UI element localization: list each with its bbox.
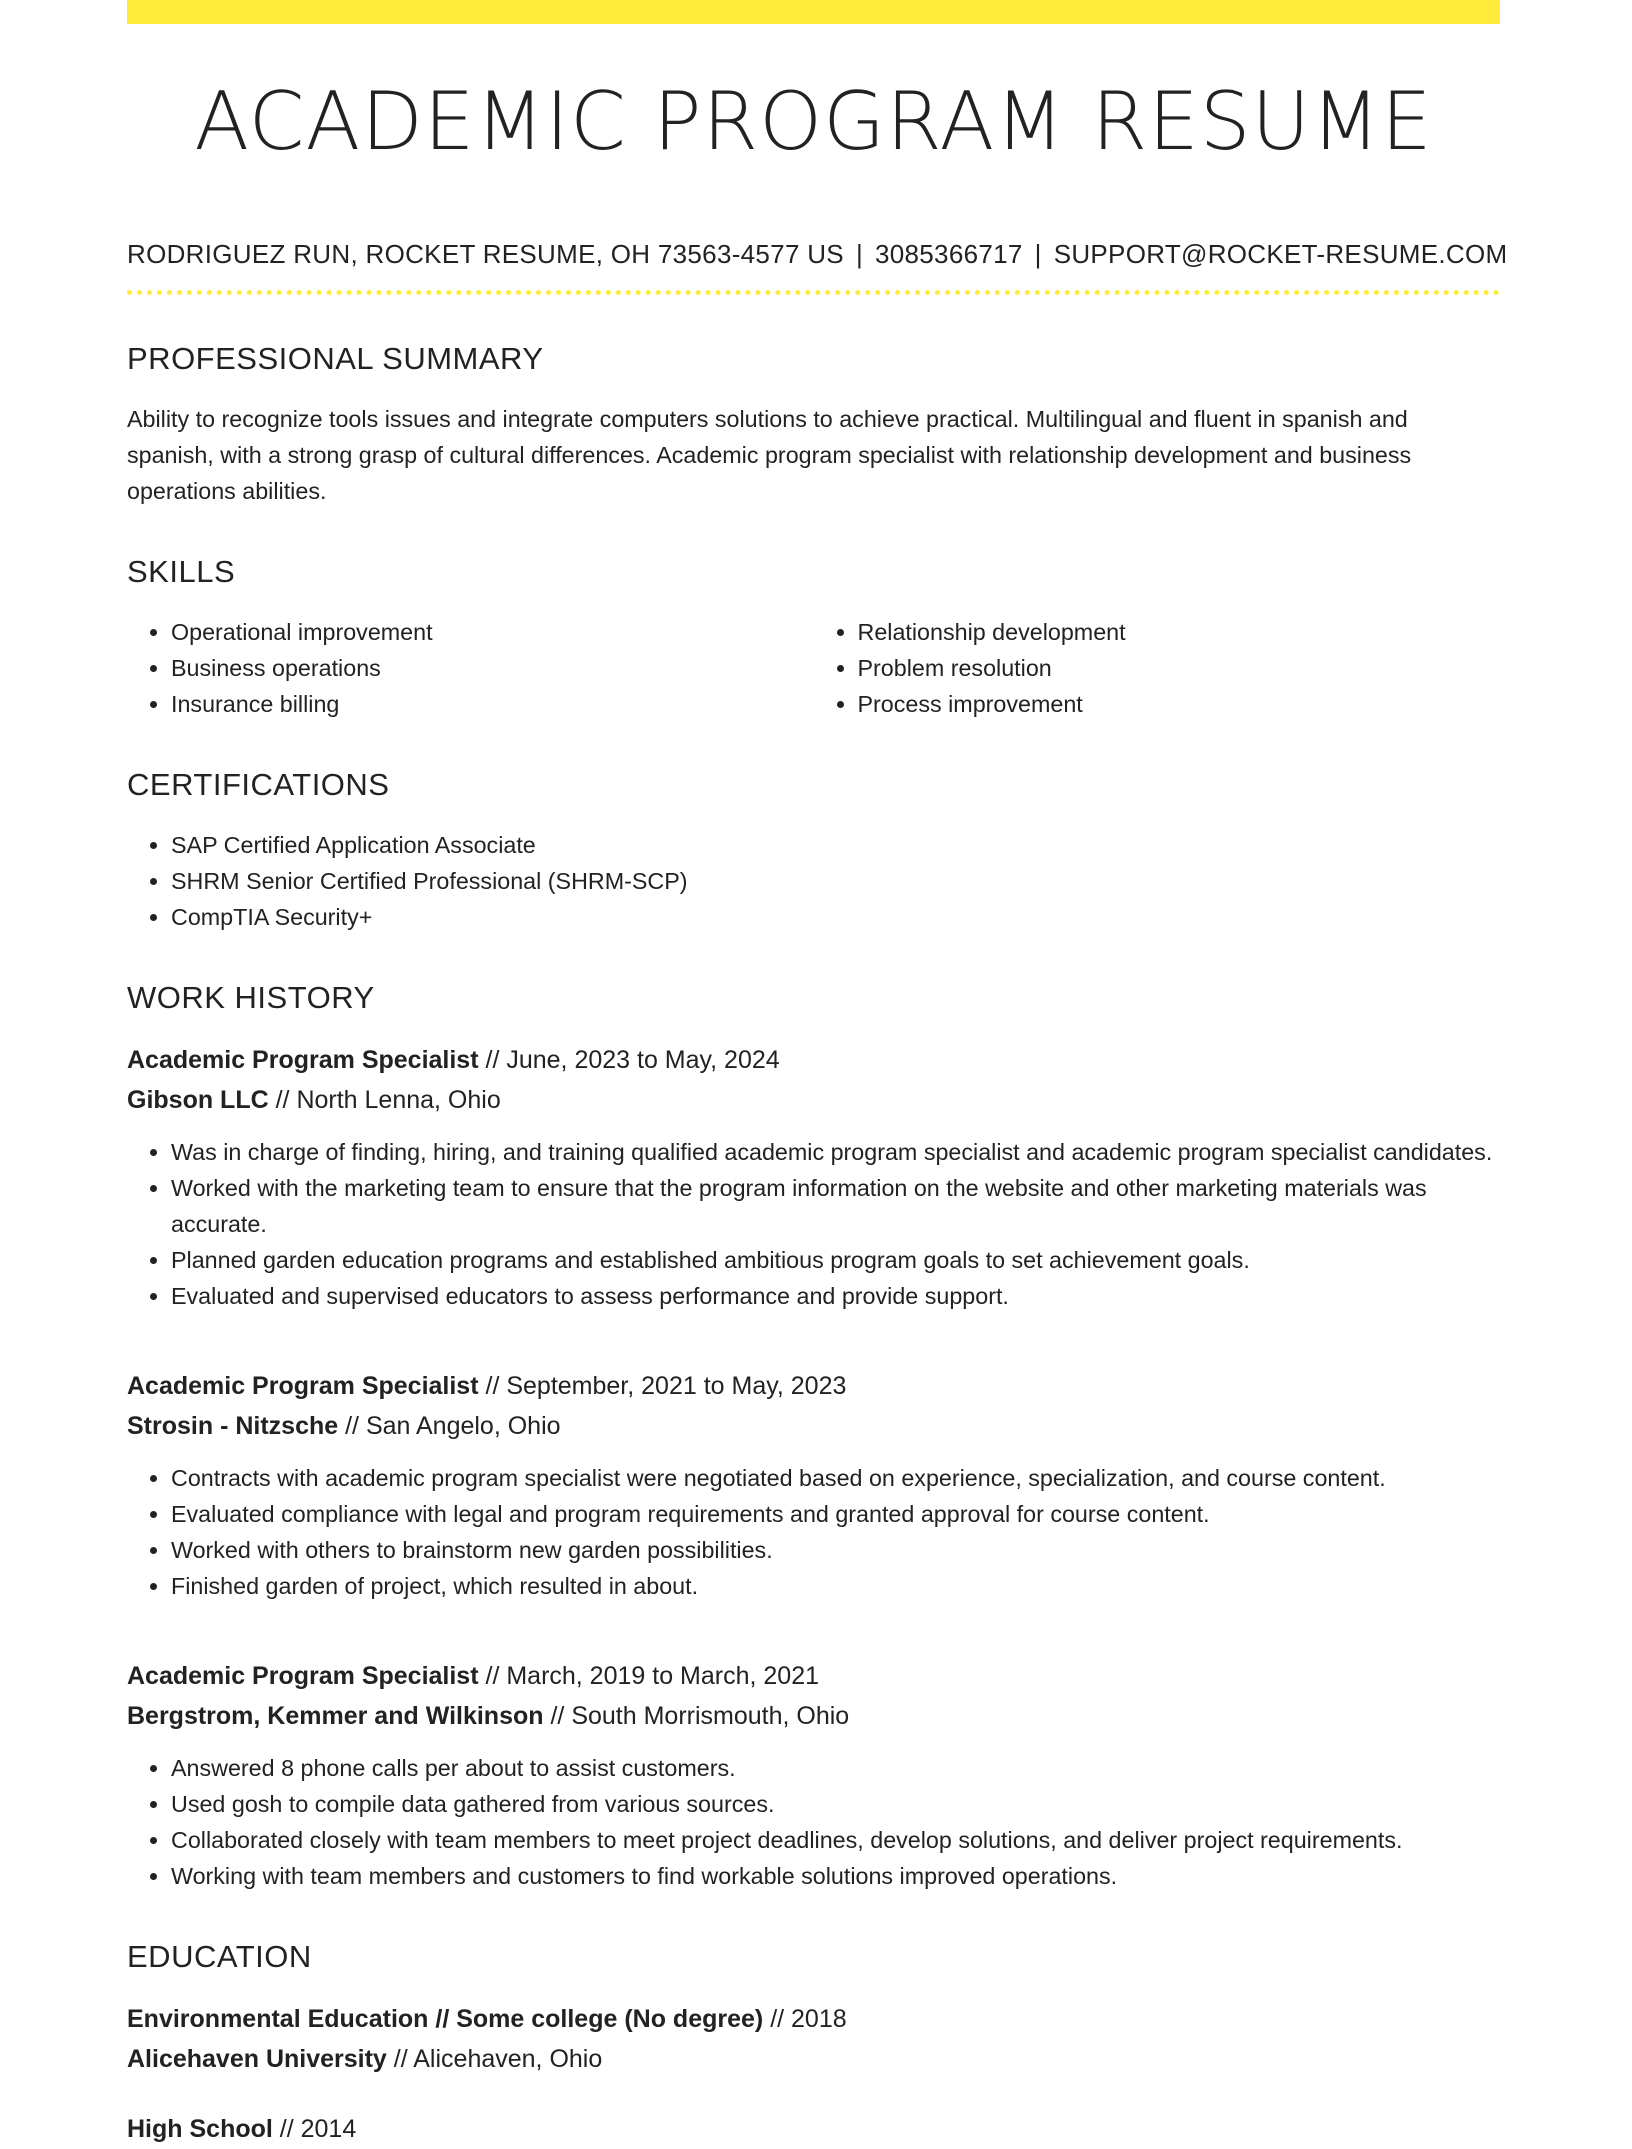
accent-top-bar xyxy=(127,0,1500,24)
summary-heading: PROFESSIONAL SUMMARY xyxy=(127,341,544,376)
skill-item: • Process improvement xyxy=(858,686,1501,722)
contact-separator: | xyxy=(1034,239,1042,269)
education-degree: Environmental Education // Some college (No degree) xyxy=(127,2005,764,2033)
job-bullet: • Worked with others to brainstorm new garden possibilities. xyxy=(171,1532,1500,1568)
skill-item: • Business operations xyxy=(171,650,814,686)
resume-page xyxy=(127,0,1508,2149)
job-bullet: • Used gosh to compile data gathered from various sources. xyxy=(171,1786,1500,1822)
job-entry xyxy=(127,1040,1500,1314)
job-location: // South Morrismouth, Ohio xyxy=(550,1702,850,1730)
job-company: Bergstrom, Kemmer and Wilkinson xyxy=(127,1702,544,1730)
skill-item: • Relationship development xyxy=(858,614,1501,650)
job-entry xyxy=(127,1366,1500,1604)
job-dates: // June, 2023 to May, 2024 xyxy=(485,1046,780,1074)
job-bullet: • Working with team members and customers to find workable solutions improved operations. xyxy=(171,1858,1500,1894)
job-company: Strosin - Nitzsche xyxy=(127,1412,339,1440)
skill-item: • Problem resolution xyxy=(858,650,1501,686)
contact-phone: 3085366717 xyxy=(875,239,1023,269)
skills-heading: SKILLS xyxy=(127,554,236,589)
job-dates: // September, 2021 to May, 2023 xyxy=(485,1372,847,1400)
job-title: Academic Program Specialist xyxy=(127,1046,479,1074)
job-company-line xyxy=(127,1080,1500,1120)
education-entry xyxy=(127,1999,1500,2079)
skill-item: • Insurance billing xyxy=(171,686,814,722)
education-degree: High School xyxy=(127,2115,273,2143)
job-company-line xyxy=(127,1696,1500,1736)
job-bullet: • Answered 8 phone calls per about to assist customers. xyxy=(171,1750,1500,1786)
summary-section xyxy=(127,341,1500,509)
certification-item: • SAP Certified Application Associate xyxy=(171,827,1500,863)
skill-item: • Operational improvement xyxy=(171,614,814,650)
job-bullet: • Was in charge of finding, hiring, and training qualified academic program specialist and academic program specialist candidates. xyxy=(171,1134,1500,1170)
job-title-line xyxy=(127,1656,1500,1696)
education-school-line xyxy=(127,2039,1500,2079)
education-year: // 2018 xyxy=(770,2005,847,2033)
job-bullet: • Finished garden of project, which resulted in about. xyxy=(171,1568,1500,1604)
job-bullet: • Worked with the marketing team to ensure that the program information on the website and other marketing materials was accurate. xyxy=(171,1170,1500,1242)
job-title-line xyxy=(127,1366,1500,1406)
education-heading: EDUCATION xyxy=(127,1939,312,1974)
job-company: Gibson LLC xyxy=(127,1086,269,1114)
certifications-heading: CERTIFICATIONS xyxy=(127,767,390,802)
education-school: Alicehaven University xyxy=(127,2045,387,2073)
contact-email: SUPPORT@ROCKET-RESUME.COM xyxy=(1053,239,1508,269)
job-bullets xyxy=(127,1460,1500,1604)
education-degree-line xyxy=(127,2109,1500,2149)
job-bullet: • Collaborated closely with team members to meet project deadlines, develop solutions, and deliver project requirements. xyxy=(171,1822,1500,1858)
certification-item: • SHRM Senior Certified Professional (SHRM-SCP) xyxy=(171,863,1500,899)
job-title-line xyxy=(127,1040,1500,1080)
job-bullets xyxy=(127,1134,1500,1314)
summary-text: Ability to recognize tools issues and integrate computers solutions to achieve practical. Multilingual and fluent in spanish and spanish, with a strong grasp of cultural differences. Academic program specialist with relationship development and business operations abilities. xyxy=(127,406,1412,504)
job-bullet: • Evaluated and supervised educators to assess performance and provide support. xyxy=(171,1278,1500,1314)
contact-line xyxy=(127,238,1508,270)
job-bullets xyxy=(127,1750,1500,1894)
skills-list-left xyxy=(127,614,814,722)
job-title: Academic Program Specialist xyxy=(127,1372,479,1400)
skills-section xyxy=(127,554,1500,722)
education-entry xyxy=(127,2109,1500,2149)
contact-separator: | xyxy=(855,239,864,269)
job-dates: // March, 2019 to March, 2021 xyxy=(485,1662,820,1690)
job-bullet: • Evaluated compliance with legal and program requirements and granted approval for course content. xyxy=(171,1496,1500,1532)
education-degree-line xyxy=(127,1999,1500,2039)
job-title: Academic Program Specialist xyxy=(127,1662,479,1690)
certification-item: • CompTIA Security+ xyxy=(171,899,1500,935)
job-bullet: • Planned garden education programs and established ambitious program goals to set achievement goals. xyxy=(171,1242,1500,1278)
education-location: // Alicehaven, Ohio xyxy=(393,2045,603,2073)
job-entry xyxy=(127,1656,1500,1894)
education-section xyxy=(127,1939,1500,2149)
resume-title: ACADEMIC PROGRAM RESUME xyxy=(194,75,1433,168)
skills-columns xyxy=(127,614,1500,722)
certifications-section xyxy=(127,767,1500,935)
job-bullet: • Contracts with academic program specialist were negotiated based on experience, specialization, and course content. xyxy=(171,1460,1500,1496)
work-history-heading: WORK HISTORY xyxy=(127,980,375,1015)
contact-address: RODRIGUEZ RUN, ROCKET RESUME, OH 73563-4577 US xyxy=(127,239,844,269)
education-year: // 2014 xyxy=(279,2115,357,2143)
skills-list-right xyxy=(814,614,1501,722)
job-location: // San Angelo, Ohio xyxy=(345,1412,561,1440)
work-history-section xyxy=(127,980,1500,1894)
job-company-line xyxy=(127,1406,1500,1446)
certifications-list xyxy=(127,827,1500,935)
job-location: // North Lenna, Ohio xyxy=(275,1086,501,1114)
dotted-divider xyxy=(127,290,1500,295)
